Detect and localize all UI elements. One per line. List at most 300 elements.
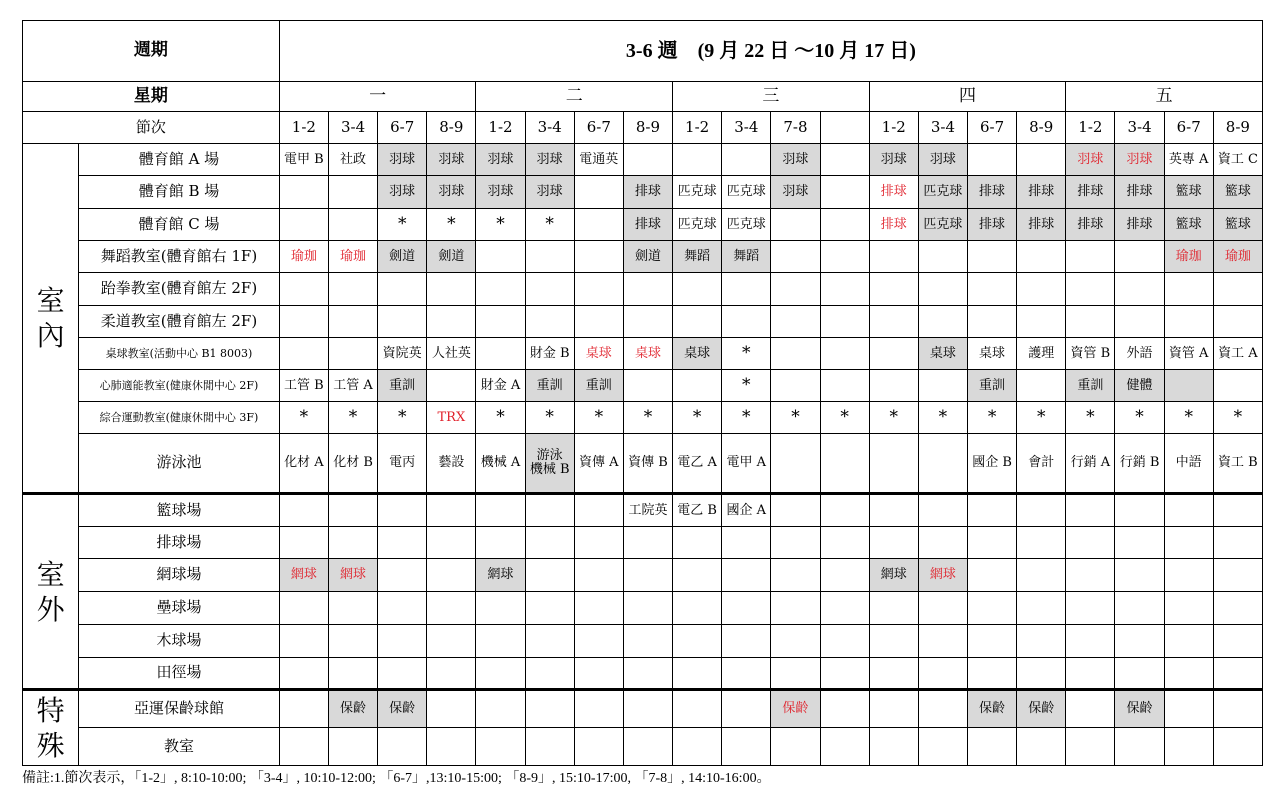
schedule-cell [1115, 306, 1164, 338]
schedule-cell: 資工 B [1213, 434, 1262, 494]
schedule-cell [623, 592, 672, 625]
venue-name: 壘球場 [79, 592, 280, 625]
schedule-cell: 化材 B [328, 434, 377, 494]
schedule-cell: 工院英 [623, 494, 672, 527]
schedule-cell: 排球 [623, 209, 672, 241]
venue-name: 教室 [79, 728, 280, 766]
schedule-cell: 羽球 [1066, 144, 1115, 176]
schedule-cell: 保齡 [328, 690, 377, 728]
schedule-cell [525, 494, 574, 527]
schedule-cell [476, 273, 525, 306]
schedule-cell [328, 273, 377, 306]
schedule-cell: 工管 B [279, 370, 328, 402]
schedule-cell: * [1164, 402, 1213, 434]
period-header: 1-2 [279, 112, 328, 144]
schedule-cell [967, 144, 1016, 176]
schedule-cell [427, 625, 476, 658]
schedule-cell: 英專 A [1164, 144, 1213, 176]
category-indoor: 室內 [23, 144, 79, 494]
schedule-cell: 排球 [1017, 176, 1066, 209]
schedule-cell: 護理 [1017, 338, 1066, 370]
schedule-cell [378, 494, 427, 527]
schedule-cell [476, 728, 525, 766]
schedule-cell: 桌球 [623, 338, 672, 370]
schedule-cell [378, 273, 427, 306]
schedule-cell [1164, 273, 1213, 306]
schedule-cell: 排球 [967, 209, 1016, 241]
schedule-cell [427, 592, 476, 625]
category-special: 特殊 [23, 690, 79, 766]
schedule-cell: 排球 [869, 176, 918, 209]
schedule-cell: 排球 [869, 209, 918, 241]
schedule-cell [967, 273, 1016, 306]
venue-row [23, 306, 1263, 338]
schedule-cell [918, 241, 967, 273]
schedule-cell [918, 658, 967, 690]
schedule-cell [1213, 370, 1262, 402]
period-label: 節次 [23, 112, 280, 144]
schedule-cell [1017, 592, 1066, 625]
schedule-cell [1066, 728, 1115, 766]
category-outdoor: 室外 [23, 494, 79, 690]
schedule-cell: 電甲 A [722, 434, 771, 494]
schedule-cell [427, 306, 476, 338]
venue-name: 舞蹈教室(體育館右 1F) [79, 241, 280, 273]
venue-row [23, 273, 1263, 306]
schedule-cell [820, 273, 869, 306]
schedule-cell [918, 592, 967, 625]
schedule-cell [967, 728, 1016, 766]
schedule-cell [279, 494, 328, 527]
period-header: 3-4 [328, 112, 377, 144]
schedule-cell: 資管 A [1164, 338, 1213, 370]
schedule-cell: 桌球 [574, 338, 623, 370]
schedule-cell [918, 494, 967, 527]
schedule-table [22, 20, 1263, 766]
schedule-cell [574, 625, 623, 658]
schedule-cell [869, 241, 918, 273]
schedule-cell [918, 434, 967, 494]
schedule-cell: 保齡 [1115, 690, 1164, 728]
schedule-cell [328, 625, 377, 658]
weekday-header: 四 [869, 82, 1066, 112]
schedule-cell [525, 559, 574, 592]
schedule-cell: * [673, 402, 722, 434]
schedule-cell [1066, 559, 1115, 592]
schedule-cell [279, 273, 328, 306]
schedule-cell: 行銷 A [1066, 434, 1115, 494]
schedule-cell: 桌球 [967, 338, 1016, 370]
schedule-cell: 資院英 [378, 338, 427, 370]
schedule-cell: 籃球 [1213, 209, 1262, 241]
schedule-cell: 排球 [967, 176, 1016, 209]
schedule-cell [722, 592, 771, 625]
schedule-cell: 瑜珈 [279, 241, 328, 273]
schedule-cell [279, 625, 328, 658]
schedule-cell [1213, 658, 1262, 690]
venue-name: 柔道教室(體育館左 2F) [79, 306, 280, 338]
venue-row [23, 402, 1263, 434]
period-header: 3-4 [525, 112, 574, 144]
weekday-label: 星期 [23, 82, 280, 112]
venue-name: 綜合運動教室(健康休閒中心 3F) [79, 402, 280, 434]
schedule-cell: 化材 A [279, 434, 328, 494]
schedule-cell: 網球 [476, 559, 525, 592]
schedule-cell: * [1213, 402, 1262, 434]
schedule-cell [427, 559, 476, 592]
schedule-cell: * [427, 209, 476, 241]
schedule-cell: 機械 A [476, 434, 525, 494]
schedule-cell [771, 559, 820, 592]
schedule-cell: 排球 [1115, 209, 1164, 241]
schedule-cell: * [328, 402, 377, 434]
schedule-cell [1017, 559, 1066, 592]
schedule-cell [722, 527, 771, 559]
schedule-cell [1213, 728, 1262, 766]
schedule-cell [771, 306, 820, 338]
venue-name: 木球場 [79, 625, 280, 658]
period-header: 8-9 [1017, 112, 1066, 144]
schedule-cell: 排球 [1017, 209, 1066, 241]
schedule-cell [918, 690, 967, 728]
schedule-cell: 桌球 [918, 338, 967, 370]
schedule-cell: 瑜珈 [328, 241, 377, 273]
schedule-cell: 重訓 [525, 370, 574, 402]
schedule-cell: * [722, 370, 771, 402]
schedule-cell [820, 144, 869, 176]
schedule-cell: * [1066, 402, 1115, 434]
schedule-cell [574, 592, 623, 625]
venue-name: 游泳池 [79, 434, 280, 494]
schedule-cell [869, 690, 918, 728]
schedule-cell [279, 658, 328, 690]
schedule-cell [476, 306, 525, 338]
schedule-cell [1017, 728, 1066, 766]
schedule-cell [378, 658, 427, 690]
schedule-cell [623, 527, 672, 559]
schedule-cell: * [820, 402, 869, 434]
schedule-cell [574, 527, 623, 559]
schedule-cell [427, 658, 476, 690]
schedule-cell: 資傳 A [574, 434, 623, 494]
schedule-cell: * [525, 402, 574, 434]
schedule-cell [918, 273, 967, 306]
schedule-cell [525, 728, 574, 766]
schedule-cell [574, 209, 623, 241]
schedule-cell [279, 690, 328, 728]
schedule-cell [623, 690, 672, 728]
schedule-cell [476, 527, 525, 559]
venue-row [23, 625, 1263, 658]
venue-row [23, 658, 1263, 690]
schedule-cell [1115, 494, 1164, 527]
schedule-cell [623, 370, 672, 402]
schedule-cell: 財金 B [525, 338, 574, 370]
schedule-cell [771, 241, 820, 273]
schedule-cell [525, 273, 574, 306]
schedule-cell: 羽球 [771, 176, 820, 209]
schedule-cell [1017, 370, 1066, 402]
schedule-cell [722, 690, 771, 728]
schedule-cell: 電甲 B [279, 144, 328, 176]
schedule-cell [1066, 658, 1115, 690]
schedule-cell: 保齡 [378, 690, 427, 728]
schedule-cell: 重訓 [378, 370, 427, 402]
schedule-cell [476, 658, 525, 690]
schedule-cell [1066, 625, 1115, 658]
schedule-cell [967, 306, 1016, 338]
weekday-header: 三 [673, 82, 870, 112]
schedule-cell [1066, 592, 1115, 625]
schedule-cell [869, 273, 918, 306]
weekday-header: 二 [476, 82, 673, 112]
schedule-cell: 保齡 [967, 690, 1016, 728]
schedule-cell [1164, 625, 1213, 658]
schedule-cell [1115, 592, 1164, 625]
schedule-cell [574, 494, 623, 527]
venue-name: 體育館 C 場 [79, 209, 280, 241]
schedule-cell: 資工 A [1213, 338, 1262, 370]
schedule-cell: 資管 B [1066, 338, 1115, 370]
schedule-cell: 排球 [623, 176, 672, 209]
schedule-cell [1017, 273, 1066, 306]
venue-name: 體育館 A 場 [79, 144, 280, 176]
venue-name: 網球場 [79, 559, 280, 592]
venue-name: 體育館 B 場 [79, 176, 280, 209]
schedule-cell [623, 559, 672, 592]
schedule-cell: 資傳 B [623, 434, 672, 494]
schedule-cell: * [476, 209, 525, 241]
schedule-cell [869, 658, 918, 690]
schedule-cell [869, 527, 918, 559]
schedule-cell [771, 273, 820, 306]
schedule-cell [1213, 306, 1262, 338]
schedule-cell [1213, 527, 1262, 559]
schedule-cell [279, 592, 328, 625]
schedule-cell: 電通英 [574, 144, 623, 176]
venue-row [23, 434, 1263, 494]
schedule-cell [574, 559, 623, 592]
schedule-cell [378, 527, 427, 559]
schedule-cell [1066, 527, 1115, 559]
schedule-cell [574, 241, 623, 273]
schedule-cell: 羽球 [378, 144, 427, 176]
schedule-cell: 羽球 [525, 144, 574, 176]
schedule-cell [771, 338, 820, 370]
schedule-cell [820, 728, 869, 766]
schedule-cell [1066, 494, 1115, 527]
venue-row [23, 592, 1263, 625]
schedule-cell [476, 494, 525, 527]
schedule-cell [869, 306, 918, 338]
schedule-cell [1164, 306, 1213, 338]
schedule-cell [525, 241, 574, 273]
period-header: 1-2 [1066, 112, 1115, 144]
schedule-cell [1017, 658, 1066, 690]
schedule-cell [673, 728, 722, 766]
schedule-cell [328, 658, 377, 690]
schedule-cell [722, 625, 771, 658]
schedule-cell: 劍道 [623, 241, 672, 273]
schedule-cell [820, 658, 869, 690]
schedule-cell [623, 625, 672, 658]
schedule-cell: 羽球 [476, 144, 525, 176]
schedule-cell: 羽球 [427, 144, 476, 176]
schedule-cell: * [771, 402, 820, 434]
week-row [23, 21, 1263, 82]
schedule-cell [673, 592, 722, 625]
schedule-cell: 籃球 [1164, 176, 1213, 209]
venue-row [23, 209, 1263, 241]
schedule-cell: 排球 [1066, 209, 1115, 241]
schedule-cell [525, 658, 574, 690]
schedule-cell: 羽球 [378, 176, 427, 209]
schedule-cell: 電丙 [378, 434, 427, 494]
schedule-cell [869, 625, 918, 658]
schedule-cell [574, 273, 623, 306]
schedule-cell: 羽球 [918, 144, 967, 176]
schedule-cell [574, 306, 623, 338]
schedule-cell: 健體 [1115, 370, 1164, 402]
schedule-cell [427, 494, 476, 527]
week-label: 週期 [23, 21, 280, 82]
schedule-cell [673, 273, 722, 306]
schedule-cell [1164, 592, 1213, 625]
schedule-cell [427, 527, 476, 559]
schedule-cell [328, 176, 377, 209]
schedule-cell [525, 592, 574, 625]
schedule-cell: * [279, 402, 328, 434]
schedule-cell [820, 494, 869, 527]
schedule-cell: 行銷 B [1115, 434, 1164, 494]
schedule-cell [328, 728, 377, 766]
venue-row [23, 338, 1263, 370]
schedule-cell [820, 690, 869, 728]
schedule-cell [279, 306, 328, 338]
schedule-cell [279, 209, 328, 241]
schedule-cell [476, 690, 525, 728]
schedule-cell [378, 728, 427, 766]
schedule-cell: 匹克球 [673, 176, 722, 209]
schedule-cell: 中語 [1164, 434, 1213, 494]
schedule-cell: 保齡 [771, 690, 820, 728]
schedule-cell [771, 592, 820, 625]
schedule-cell: * [918, 402, 967, 434]
schedule-cell [476, 625, 525, 658]
schedule-cell: 重訓 [574, 370, 623, 402]
schedule-cell: 重訓 [1066, 370, 1115, 402]
schedule-cell [476, 241, 525, 273]
weekday-row [23, 82, 1263, 112]
schedule-cell: * [967, 402, 1016, 434]
schedule-cell [427, 370, 476, 402]
schedule-cell [1017, 527, 1066, 559]
schedule-cell [574, 690, 623, 728]
schedule-cell [623, 728, 672, 766]
venue-name: 排球場 [79, 527, 280, 559]
schedule-cell [1164, 559, 1213, 592]
schedule-cell: 國企 B [967, 434, 1016, 494]
schedule-cell: 劍道 [378, 241, 427, 273]
schedule-cell [574, 176, 623, 209]
schedule-cell [869, 728, 918, 766]
schedule-cell [279, 338, 328, 370]
schedule-cell: 社政 [328, 144, 377, 176]
schedule-cell [574, 658, 623, 690]
schedule-cell [820, 306, 869, 338]
schedule-cell [967, 527, 1016, 559]
venue-name: 心肺適能教室(健康休閒中心 2F) [79, 370, 280, 402]
schedule-cell [1017, 306, 1066, 338]
schedule-cell [673, 658, 722, 690]
schedule-cell [525, 690, 574, 728]
venue-row [23, 176, 1263, 209]
schedule-cell: 網球 [328, 559, 377, 592]
schedule-cell: * [378, 402, 427, 434]
period-header: 6-7 [378, 112, 427, 144]
schedule-cell: * [378, 209, 427, 241]
venue-row [23, 241, 1263, 273]
schedule-cell [967, 592, 1016, 625]
schedule-cell [1115, 273, 1164, 306]
schedule-cell [328, 527, 377, 559]
schedule-cell: 財金 A [476, 370, 525, 402]
schedule-cell [820, 527, 869, 559]
schedule-cell: 羽球 [869, 144, 918, 176]
schedule-cell [1017, 625, 1066, 658]
period-header: 8-9 [623, 112, 672, 144]
schedule-cell [1115, 658, 1164, 690]
schedule-cell: * [476, 402, 525, 434]
schedule-cell [820, 434, 869, 494]
schedule-cell: 排球 [1115, 176, 1164, 209]
schedule-cell [476, 338, 525, 370]
schedule-cell: 羽球 [427, 176, 476, 209]
schedule-cell [378, 559, 427, 592]
schedule-cell: 電乙 A [673, 434, 722, 494]
venue-name: 籃球場 [79, 494, 280, 527]
period-header: 6-7 [1164, 112, 1213, 144]
venue-name: 亞運保齡球館 [79, 690, 280, 728]
schedule-cell: 瑜珈 [1164, 241, 1213, 273]
schedule-cell: 匹克球 [722, 176, 771, 209]
schedule-cell [673, 370, 722, 402]
schedule-cell [918, 625, 967, 658]
week-range: 3-6 週 (9 月 22 日 ～10 月 17 日) [279, 21, 1262, 82]
venue-row [23, 370, 1263, 402]
schedule-cell [623, 306, 672, 338]
schedule-cell [328, 209, 377, 241]
schedule-cell [673, 559, 722, 592]
schedule-cell [1213, 559, 1262, 592]
schedule-cell [967, 241, 1016, 273]
schedule-cell: 會計 [1017, 434, 1066, 494]
schedule-cell [328, 592, 377, 625]
schedule-cell [1164, 728, 1213, 766]
period-header: 1-2 [476, 112, 525, 144]
period-header: 8-9 [1213, 112, 1262, 144]
schedule-cell [869, 592, 918, 625]
schedule-cell [1164, 494, 1213, 527]
schedule-cell [820, 625, 869, 658]
schedule-cell [279, 728, 328, 766]
schedule-cell: 匹克球 [722, 209, 771, 241]
schedule-cell [1213, 690, 1262, 728]
schedule-cell [722, 658, 771, 690]
schedule-cell: * [525, 209, 574, 241]
schedule-cell [378, 625, 427, 658]
schedule-cell [1115, 559, 1164, 592]
